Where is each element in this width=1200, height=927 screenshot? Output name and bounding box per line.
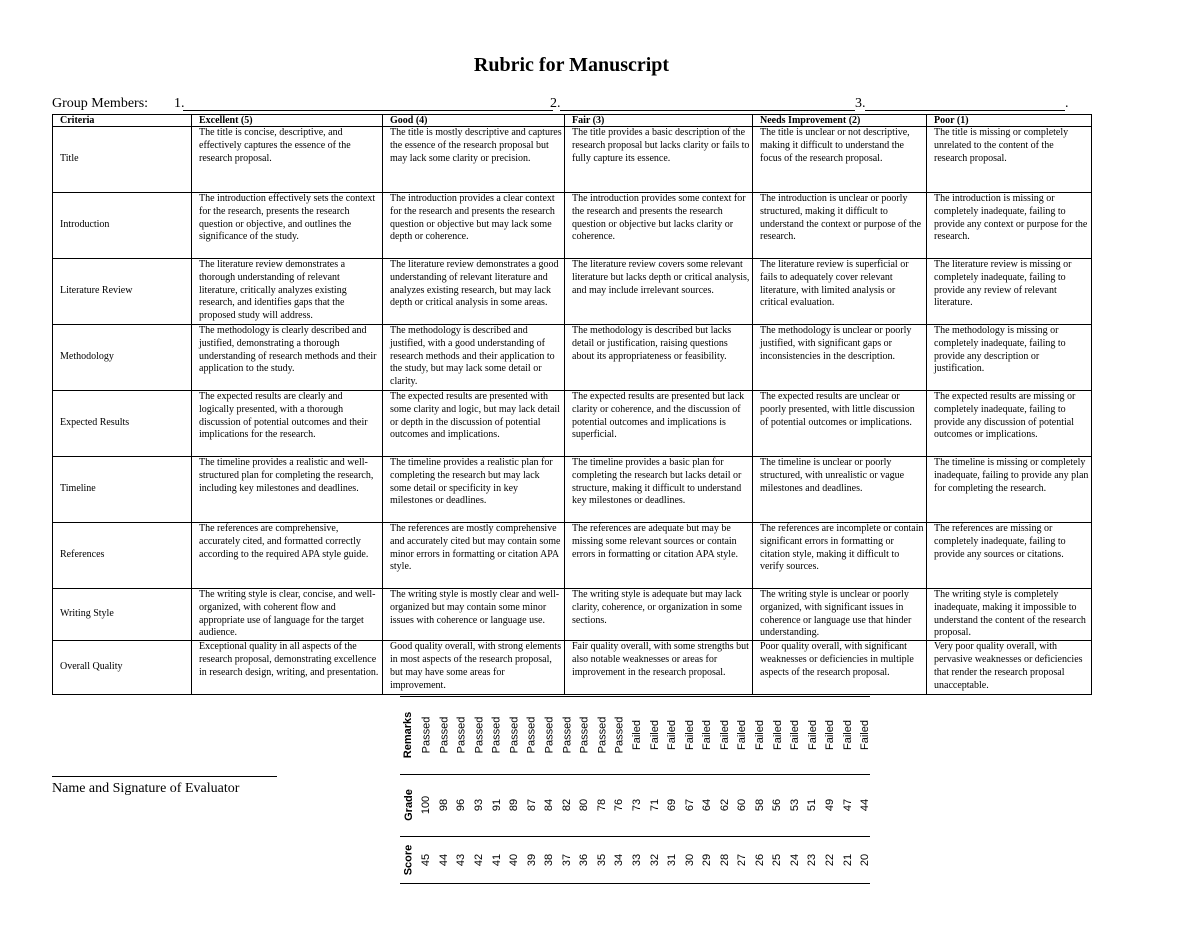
- descriptor-cell: The introduction is unclear or poorly structured, making it difficult to understand the context or purpose of the research.: [753, 193, 927, 259]
- grade-column: [418, 696, 435, 884]
- grade-grade-cell-text: 64: [701, 798, 714, 812]
- grade-score-cell-text: 36: [578, 853, 591, 866]
- rubric-row: [53, 259, 1092, 325]
- grade-score-cell: [804, 836, 821, 883]
- descriptor-cell: The timeline provides a realistic plan for completing the research but may lack some detail or specificity in key milestones or deadlines.: [383, 457, 565, 523]
- grade-grade-cell: [471, 774, 488, 836]
- grade-grade-cell: [839, 774, 856, 836]
- grade-remarks-cell-text: Passed: [578, 716, 591, 754]
- grade-score-cell-text: 29: [701, 853, 714, 866]
- grade-score-cell-text: 30: [683, 853, 696, 866]
- grade-grade-cell: [418, 774, 435, 836]
- grade-remarks-cell-text: Failed: [736, 720, 749, 750]
- grade-remarks-cell: [804, 696, 821, 774]
- grade-remarks-cell: [769, 696, 786, 774]
- grade-score-cell-text: 45: [420, 853, 433, 866]
- descriptor-cell: The methodology is described and justified, with a good understanding of research methods and their application to the study, but may lack some detail or clarity.: [383, 325, 565, 391]
- grade-remarks-cell: [523, 696, 540, 774]
- grade-score-cell-text: 37: [560, 853, 573, 866]
- descriptor-cell: The methodology is unclear or poorly justified, with significant gaps or inconsistencies in the description.: [753, 325, 927, 391]
- rubric-row: [53, 523, 1092, 589]
- criterion-cell: Title: [53, 127, 192, 193]
- grade-header-column: [400, 696, 417, 884]
- descriptor-cell: The methodology is missing or completely inadequate, failing to provide any description or justification.: [927, 325, 1092, 391]
- descriptor-cell: The methodology is clearly described and justified, demonstrating a thorough understanding of research methods and their application to the study.: [192, 325, 383, 391]
- grade-remarks-cell-text: Passed: [543, 716, 556, 754]
- grade-score-cell-text: 44: [438, 853, 451, 866]
- grade-score-cell-text: 26: [753, 853, 766, 866]
- grade-score-cell: [471, 836, 488, 883]
- criterion-cell: Expected Results: [53, 391, 192, 457]
- grade-grade-cell-text: 91: [490, 798, 503, 812]
- grade-column: [857, 696, 874, 884]
- grade-remarks-cell-text: Passed: [490, 716, 503, 754]
- grade-column: [839, 696, 856, 884]
- grade-remarks-cell: [418, 696, 435, 774]
- grade-grade-cell: [611, 774, 628, 836]
- grade-score-cell: [664, 836, 681, 883]
- criterion-cell: Introduction: [53, 193, 192, 259]
- grade-remarks-cell-text: Failed: [683, 720, 696, 750]
- grade-score-cell-text: 33: [631, 853, 644, 866]
- criterion-cell: Methodology: [53, 325, 192, 391]
- grade-score-cell-text: 23: [806, 853, 819, 866]
- grade-grade-cell-text: 62: [718, 798, 731, 812]
- grade-remarks-cell: [506, 696, 523, 774]
- grade-score-cell: [699, 836, 716, 883]
- grade-grade-cell: [576, 774, 593, 836]
- descriptor-cell: The timeline provides a basic plan for completing the research but lacks detail or structure, making it difficult to understand key milestones or deadlines.: [565, 457, 753, 523]
- rubric-row: [53, 391, 1092, 457]
- grade-grade-cell-text: 87: [525, 798, 538, 812]
- descriptor-cell: The references are comprehensive, accurately cited, and formatted correctly according to the required APA style guide.: [192, 523, 383, 589]
- grade-grade-cell: [716, 774, 733, 836]
- header-needs-improvement: Needs Improvement (2): [753, 115, 927, 127]
- grade-grade-cell-text: 51: [806, 798, 819, 812]
- grade-score-cell: [787, 836, 804, 883]
- descriptor-cell: The expected results are clearly and logically presented, with a thorough discussion of potential outcomes and their implications for the research.: [192, 391, 383, 457]
- grade-score-cell: [822, 836, 839, 883]
- group-members-label: Group Members:: [52, 96, 149, 111]
- grade-score-cell: [418, 836, 435, 883]
- grade-grade-cell-text: 47: [841, 798, 854, 812]
- grade-grade-cell-text: 100: [420, 795, 433, 815]
- grade-grade-cell: [506, 774, 523, 836]
- header-poor: Poor (1): [927, 115, 1092, 127]
- grade-score-cell: [558, 836, 575, 883]
- grade-remarks-cell: [453, 696, 470, 774]
- grade-remarks-cell: [681, 696, 698, 774]
- grade-column: [471, 696, 488, 884]
- grade-grade-cell: [594, 774, 611, 836]
- grade-grade-cell-text: 78: [596, 798, 608, 812]
- descriptor-cell: The expected results are presented but lack clarity or coherence, and the discussion of potential outcomes and implications is superficial.: [565, 391, 753, 457]
- grade-score-cell-text: 43: [455, 853, 468, 866]
- grade-grade-cell: [436, 774, 453, 836]
- descriptor-cell: The introduction provides a clear context for the research and presents the research question or objective but may lack some depth or coherence.: [383, 193, 565, 259]
- grade-grade-cell: [751, 774, 768, 836]
- descriptor-cell: The introduction is missing or completely inadequate, failing to provide any context or purpose for the research.: [927, 193, 1092, 259]
- grade-grade-cell-text: 76: [613, 798, 626, 812]
- grade-remarks-cell-text: Passed: [525, 716, 538, 754]
- grade-remarks-cell: [857, 696, 874, 774]
- descriptor-cell: The literature review is superficial or fails to adequately cover relevant literature, with limited analysis or critical evaluation.: [753, 259, 927, 325]
- grade-remarks-cell: [787, 696, 804, 774]
- grade-remarks-cell: [594, 696, 611, 774]
- grade-score-cell-text: 34: [613, 853, 626, 866]
- grade-remarks-cell-text: Failed: [859, 720, 872, 750]
- descriptor-cell: Exceptional quality in all aspects of the research proposal, demonstrating excellence in research design, writing, and presentation.: [192, 641, 383, 695]
- grade-column: [751, 696, 768, 884]
- grade-score-cell-text: 24: [789, 853, 802, 866]
- grade-score-cell-text: 42: [473, 853, 486, 866]
- grade-column: [523, 696, 540, 884]
- descriptor-cell: The expected results are missing or completely inadequate, failing to provide any discussion of potential outcomes or implications.: [927, 391, 1092, 457]
- grade-remarks-cell-text: Passed: [420, 716, 433, 754]
- grade-score-cell: [541, 836, 558, 883]
- grade-column: [541, 696, 558, 884]
- descriptor-cell: The writing style is clear, concise, and well-organized, with coherent flow and appropriate use of language for the target audience.: [192, 589, 383, 641]
- grade-column: [629, 696, 646, 884]
- grade-score-cell-text: 40: [508, 853, 521, 866]
- grade-remarks-cell: [822, 696, 839, 774]
- descriptor-cell: The literature review is missing or completely inadequate, failing to provide any review of relevant literature.: [927, 259, 1092, 325]
- grade-grade-cell-text: 44: [859, 798, 872, 812]
- grade-remarks-cell: [751, 696, 768, 774]
- grade-score-cell-text: 41: [490, 853, 503, 866]
- grade-remarks-cell: [664, 696, 681, 774]
- grade-remarks-cell-text: Failed: [841, 720, 854, 750]
- grade-remarks-cell: [646, 696, 663, 774]
- grade-remarks-cell-text: Failed: [631, 720, 644, 750]
- rubric-row: [53, 325, 1092, 391]
- grade-header-remarks: [400, 696, 417, 774]
- grade-grade-cell: [646, 774, 663, 836]
- grade-remarks-cell-text: Failed: [701, 720, 714, 750]
- descriptor-cell: The timeline provides a realistic and well-structured plan for completing the research, including key milestones and deadlines.: [192, 457, 383, 523]
- grade-column: [594, 696, 611, 884]
- criterion-cell: Overall Quality: [53, 641, 192, 695]
- grade-column: [646, 696, 663, 884]
- rubric-row: [53, 127, 1092, 193]
- header-criteria: Criteria: [53, 115, 192, 127]
- rubric-header-row: [53, 115, 1092, 127]
- grade-grade-cell: [787, 774, 804, 836]
- grade-remarks-cell-text: Passed: [473, 716, 486, 754]
- descriptor-cell: The timeline is missing or completely inadequate, failing to provide any plan for completing the research.: [927, 457, 1092, 523]
- grade-score-cell: [506, 836, 523, 883]
- grade-column: [611, 696, 628, 884]
- grade-grade-cell: [629, 774, 646, 836]
- group-members: [52, 96, 1072, 114]
- grade-remarks-cell: [436, 696, 453, 774]
- grade-grade-cell: [804, 774, 821, 836]
- grade-grade-cell-text: 98: [438, 798, 451, 812]
- descriptor-cell: The title provides a basic description of the research proposal but lacks clarity or fails to fully capture its essence.: [565, 127, 753, 193]
- grade-grade-cell: [558, 774, 575, 836]
- descriptor-cell: The literature review demonstrates a good understanding of relevant literature and analyzes existing research, but may lack depth or critical analysis in some areas.: [383, 259, 565, 325]
- grade-remarks-cell: [699, 696, 716, 774]
- descriptor-cell: Very poor quality overall, with pervasive weaknesses or deficiencies that render the research proposal unacceptable.: [927, 641, 1092, 695]
- grade-score-cell-text: 21: [841, 853, 854, 866]
- grade-remarks-cell-text: Passed: [613, 716, 626, 754]
- grade-header-grade-text: Grade: [402, 789, 415, 821]
- grade-grade-cell: [664, 774, 681, 836]
- grade-remarks-cell-text: Passed: [560, 716, 573, 754]
- grade-column: [436, 696, 453, 884]
- grade-grade-cell-text: 80: [578, 798, 591, 812]
- grade-grade-cell-text: 49: [824, 798, 837, 812]
- grade-grade-cell-text: 60: [736, 798, 749, 812]
- member-1-number: 1.: [174, 96, 185, 111]
- descriptor-cell: The introduction provides some context for the research and presents the research question or objective but lacks clarity or coherence.: [565, 193, 753, 259]
- descriptor-cell: Fair quality overall, with some strengths but also notable weaknesses or areas for improvement in the research proposal.: [565, 641, 753, 695]
- descriptor-cell: The title is missing or completely unrelated to the content of the research proposal.: [927, 127, 1092, 193]
- grade-remarks-cell: [541, 696, 558, 774]
- grade-remarks-cell: [716, 696, 733, 774]
- grade-score-cell-text: 35: [596, 853, 608, 866]
- grade-grade-cell-text: 69: [666, 798, 679, 812]
- grade-remarks-cell-text: Failed: [789, 720, 802, 750]
- descriptor-cell: The writing style is completely inadequate, making it impossible to understand the content of the research proposal.: [927, 589, 1092, 641]
- grade-header-score-text: Score: [402, 844, 415, 875]
- descriptor-cell: The references are incomplete or contain significant errors in formatting or citation style, making it difficult to verify sources.: [753, 523, 927, 589]
- grade-remarks-cell-text: Passed: [455, 716, 468, 754]
- grade-remarks-cell-text: Failed: [806, 720, 819, 750]
- member-3-line[interactable]: [865, 96, 1065, 111]
- grade-score-cell: [839, 836, 856, 883]
- grade-grade-cell-text: 67: [683, 798, 696, 812]
- rubric-row: [53, 641, 1092, 695]
- descriptor-cell: The title is concise, descriptive, and effectively captures the essence of the research proposal.: [192, 127, 383, 193]
- rubric-row: [53, 589, 1092, 641]
- grade-remarks-cell: [558, 696, 575, 774]
- member-3-number: 3.: [855, 96, 866, 111]
- grade-grade-cell: [822, 774, 839, 836]
- grade-header-score: [400, 836, 417, 883]
- descriptor-cell: The writing style is mostly clear and well-organized but may contain some minor issues with coherence or language use.: [383, 589, 565, 641]
- grade-grade-cell: [681, 774, 698, 836]
- grade-score-cell-text: 31: [666, 853, 679, 866]
- grade-remarks-cell-text: Failed: [648, 720, 661, 750]
- criterion-cell: Timeline: [53, 457, 192, 523]
- grade-score-cell: [857, 836, 874, 883]
- grade-remarks-cell-text: Failed: [824, 720, 837, 750]
- grade-grade-cell: [857, 774, 874, 836]
- grade-score-cell: [523, 836, 540, 883]
- grade-grade-cell: [734, 774, 751, 836]
- descriptor-cell: The references are mostly comprehensive and accurately cited but may contain some minor errors in formatting or citation APA style.: [383, 523, 565, 589]
- grade-grade-cell-text: 84: [543, 798, 556, 812]
- descriptor-cell: The timeline is unclear or poorly structured, with unrealistic or vague milestones and deadlines.: [753, 457, 927, 523]
- member-2-number: 2.: [550, 96, 561, 111]
- grade-score-cell: [436, 836, 453, 883]
- grade-column: [822, 696, 839, 884]
- grade-score-cell: [488, 836, 505, 883]
- rubric-row: [53, 193, 1092, 259]
- grade-column: [804, 696, 821, 884]
- criterion-cell: Writing Style: [53, 589, 192, 641]
- grade-score-cell: [769, 836, 786, 883]
- grade-header-grade: [400, 774, 417, 836]
- grade-score-cell-text: 22: [824, 853, 837, 866]
- grade-grade-cell-text: 73: [631, 798, 644, 812]
- page-title: Rubric for Manuscript: [473, 54, 670, 76]
- grade-score-cell-text: 25: [771, 853, 784, 866]
- member-2-line[interactable]: [560, 96, 855, 111]
- rubric-row: [53, 457, 1092, 523]
- grade-column: [576, 696, 593, 884]
- grade-grade-cell-text: 93: [473, 798, 486, 812]
- grade-score-cell: [681, 836, 698, 883]
- grade-column: [699, 696, 716, 884]
- descriptor-cell: The expected results are presented with some clarity and logic, but may lack detail or depth in the discussion of potential outcomes and implications.: [383, 391, 565, 457]
- grade-grade-cell: [541, 774, 558, 836]
- grade-column: [506, 696, 523, 884]
- grade-remarks-cell-text: Passed: [438, 716, 451, 754]
- descriptor-cell: The writing style is adequate but may lack clarity, coherence, or organization in some sections.: [565, 589, 753, 641]
- grade-header-remarks-text: Remarks: [402, 711, 415, 759]
- grade-column: [558, 696, 575, 884]
- grade-remarks-cell: [576, 696, 593, 774]
- grade-grade-cell-text: 96: [455, 798, 468, 812]
- header-excellent: Excellent (5): [192, 115, 383, 127]
- grade-score-cell-text: 20: [859, 853, 872, 866]
- grade-column: [681, 696, 698, 884]
- grade-grade-cell: [769, 774, 786, 836]
- grade-table: [400, 696, 870, 884]
- grade-remarks-cell-text: Failed: [753, 720, 766, 750]
- grade-remarks-cell-text: Failed: [718, 720, 731, 750]
- member-end-period: .: [1065, 96, 1069, 111]
- header-fair: Fair (3): [565, 115, 753, 127]
- grade-score-cell-text: 27: [736, 853, 749, 866]
- grade-grade-cell: [523, 774, 540, 836]
- descriptor-cell: The writing style is unclear or poorly organized, with significant issues in coherence or language use that hinder understanding.: [753, 589, 927, 641]
- grade-remarks-cell: [471, 696, 488, 774]
- descriptor-cell: The introduction effectively sets the context for the research, presents the research question or objective, and outlines the significance of the study.: [192, 193, 383, 259]
- grade-remarks-cell-text: Failed: [666, 720, 679, 750]
- descriptor-cell: The references are adequate but may be missing some relevant sources or contain errors in formatting or citation APA style.: [565, 523, 753, 589]
- grade-grade-cell: [699, 774, 716, 836]
- descriptor-cell: Good quality overall, with strong elements in most aspects of the research proposal, but may have some areas for improvement.: [383, 641, 565, 695]
- descriptor-cell: The title is mostly descriptive and captures the essence of the research proposal but may lack some clarity or precision.: [383, 127, 565, 193]
- grade-column: [787, 696, 804, 884]
- criterion-cell: References: [53, 523, 192, 589]
- grade-score-cell: [629, 836, 646, 883]
- grade-score-cell: [646, 836, 663, 883]
- grade-remarks-cell-text: Failed: [771, 720, 784, 750]
- member-1-line[interactable]: [183, 96, 553, 111]
- rubric-table: [52, 114, 1092, 695]
- grade-grade-cell-text: 58: [753, 798, 766, 812]
- grade-remarks-cell: [488, 696, 505, 774]
- grade-remarks-cell-text: Passed: [508, 716, 521, 754]
- grade-grade-cell-text: 53: [789, 798, 802, 812]
- grade-score-cell-text: 32: [648, 853, 661, 866]
- grade-column: [716, 696, 733, 884]
- evaluator-signature-label: Name and Signature of Evaluator: [52, 781, 240, 796]
- grade-remarks-cell: [611, 696, 628, 774]
- descriptor-cell: The title is unclear or not descriptive, making it difficult to understand the focus of the research proposal.: [753, 127, 927, 193]
- descriptor-cell: The literature review covers some relevant literature but lacks depth or critical analysis, and may include irrelevant sources.: [565, 259, 753, 325]
- grade-score-cell-text: 38: [543, 853, 556, 866]
- grade-remarks-cell-text: Passed: [596, 716, 609, 754]
- criterion-cell: Literature Review: [53, 259, 192, 325]
- grade-score-cell-text: 28: [718, 853, 731, 866]
- grade-score-cell: [734, 836, 751, 883]
- header-good: Good (4): [383, 115, 565, 127]
- signature-line[interactable]: [52, 776, 277, 777]
- grade-score-cell: [751, 836, 768, 883]
- grade-column: [488, 696, 505, 884]
- descriptor-cell: The references are missing or completely inadequate, failing to provide any sources or citations.: [927, 523, 1092, 589]
- grade-column: [769, 696, 786, 884]
- grade-score-cell: [594, 836, 611, 883]
- descriptor-cell: Poor quality overall, with significant weaknesses or deficiencies in multiple aspects of the research proposal.: [753, 641, 927, 695]
- descriptor-cell: The methodology is described but lacks detail or justification, raising questions about its appropriateness or feasibility.: [565, 325, 753, 391]
- grade-score-cell: [453, 836, 470, 883]
- grade-remarks-cell: [629, 696, 646, 774]
- grade-score-cell-text: 39: [525, 853, 538, 866]
- grade-grade-cell-text: 56: [771, 798, 784, 812]
- grade-score-cell: [576, 836, 593, 883]
- grade-score-cell: [716, 836, 733, 883]
- grade-remarks-cell: [734, 696, 751, 774]
- grade-score-cell: [611, 836, 628, 883]
- grade-grade-cell-text: 89: [508, 798, 521, 812]
- descriptor-cell: The expected results are unclear or poorly presented, with little discussion of potential outcomes or implications.: [753, 391, 927, 457]
- grade-grade-cell-text: 71: [648, 798, 661, 812]
- descriptor-cell: The literature review demonstrates a thorough understanding of relevant literature, critically analyzes existing research, and identifies gaps that the proposed study will address.: [192, 259, 383, 325]
- grade-grade-cell-text: 82: [560, 798, 573, 812]
- grade-column: [664, 696, 681, 884]
- grade-grade-cell: [488, 774, 505, 836]
- grade-grade-cell: [453, 774, 470, 836]
- grade-column: [453, 696, 470, 884]
- grade-column: [734, 696, 751, 884]
- grade-remarks-cell: [839, 696, 856, 774]
